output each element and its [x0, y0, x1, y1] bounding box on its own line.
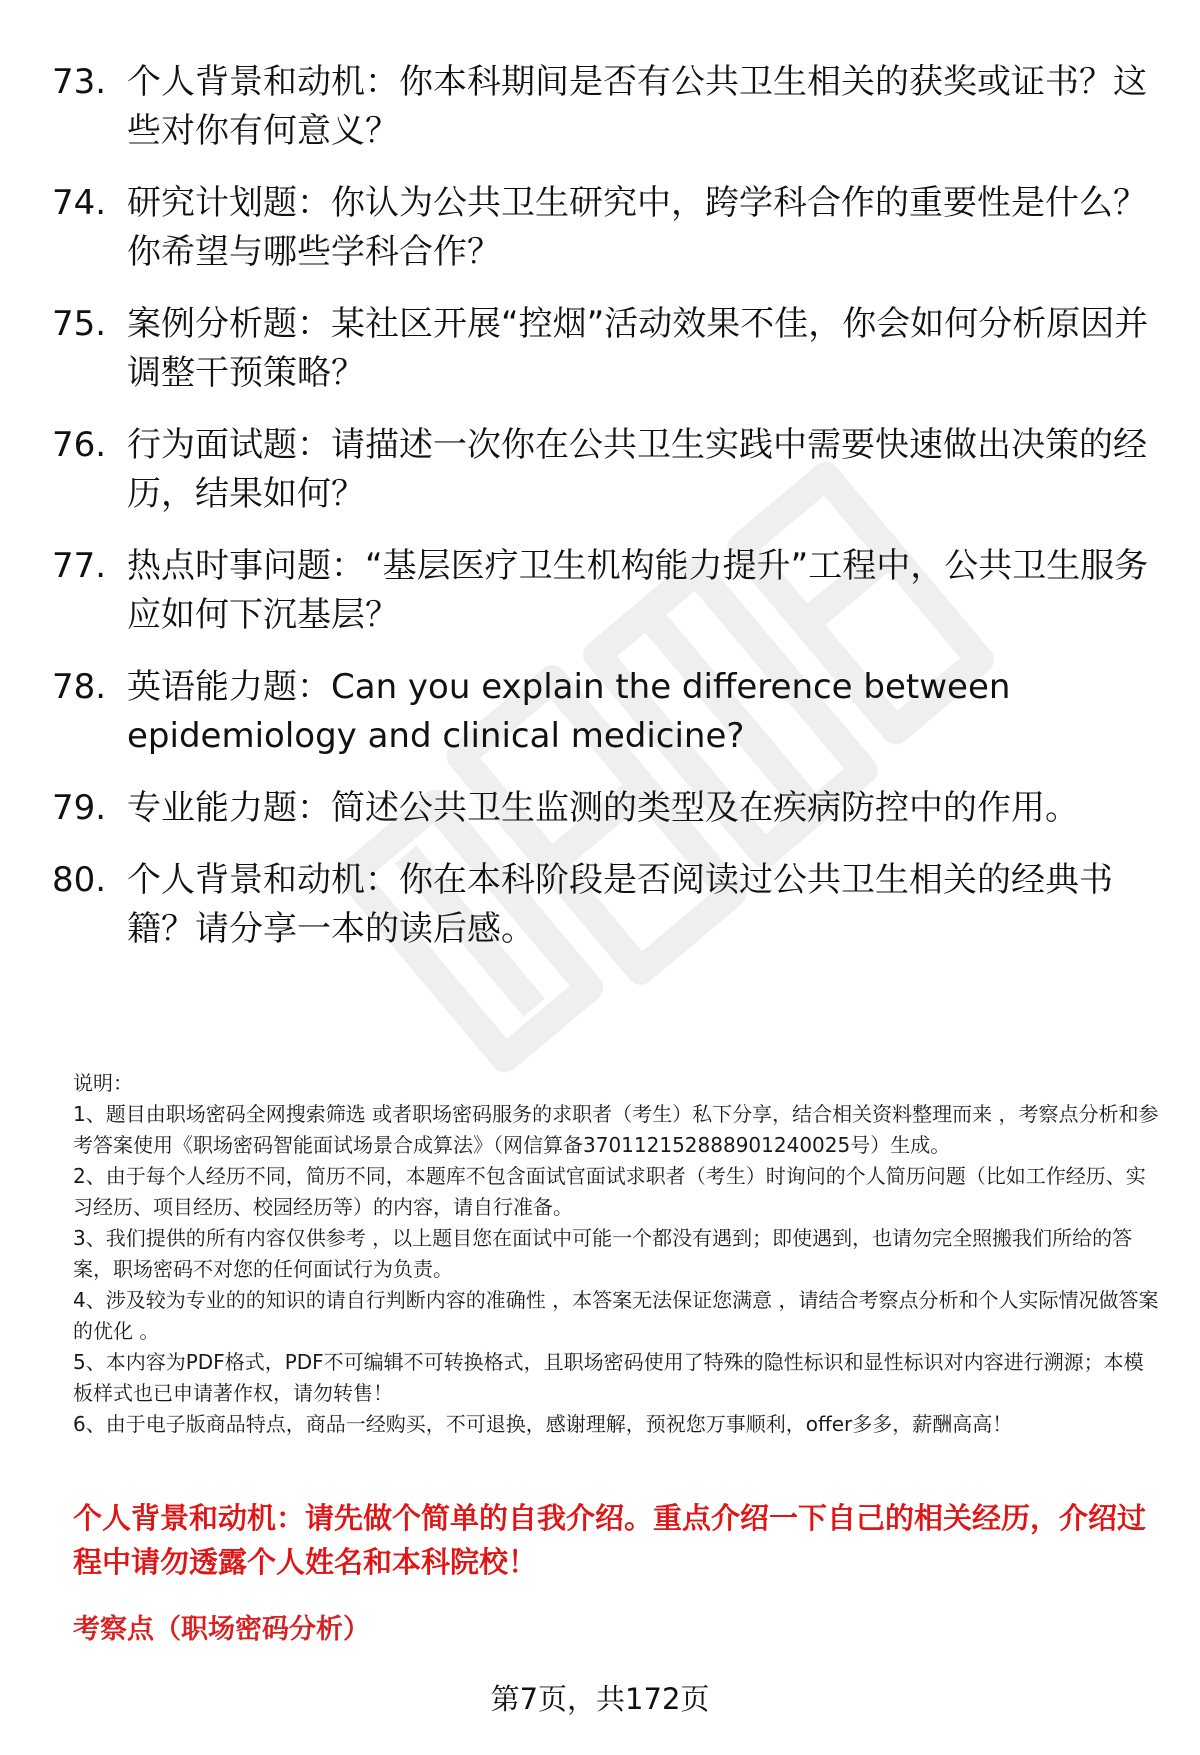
- question-text: 个人背景和动机：你在本科阶段是否阅读过公共卫生相关的经典书籍？请分享一本的读后感。: [127, 860, 1113, 949]
- note-item: 2、由于每个人经历不同，简历不同，本题库不包含面试官面试求职者（考生）时询问的个人简历问题（比如工作经历、实习经历、项目经历、校园经历等）的内容，请自行准备。: [73, 1164, 1146, 1219]
- question-item: [52, 542, 1152, 640]
- note-item: 3、我们提供的所有内容仅供参考 ，以上题目您在面试中可能一个都没有遇到；即使遇到，也请勿完全照搬我们所给的答案，职场密码不对您的任何面试行为负责。: [73, 1226, 1133, 1281]
- question-text: 专业能力题：简述公共卫生监测的类型及在疾病防控中的作用。: [127, 788, 1079, 828]
- note-item: 4、涉及较为专业的的知识的请自行判断内容的准确性 ，本答案无法保证您满意 ，请结合考察点分析和个人实际情况做答案的优化 。: [73, 1288, 1159, 1343]
- question-number: 77.: [52, 546, 107, 586]
- question-item: [52, 856, 1152, 954]
- question-item: [52, 58, 1152, 156]
- notes-section: [73, 1068, 1163, 1440]
- note-item: 6、由于电子版商品特点，商品一经购买，不可退换，感谢理解，预祝您万事顺利，offer多多，薪酬高高！: [73, 1412, 1013, 1436]
- featured-question: 个人背景和动机：请先做个简单的自我介绍。重点介绍一下自己的相关经历，介绍过程中请勿透露个人姓名和本科院校！: [73, 1501, 1147, 1579]
- question-number: 79.: [52, 788, 107, 828]
- note-item: 1、题目由职场密码全网搜索筛选 或者职场密码服务的求职者（考生）私下分享，结合相关资料整理而来 ，考察点分析和参考答案使用《职场密码智能面试场景合成算法》（网信算备370112152888901240025号）生成。: [73, 1102, 1159, 1157]
- question-item: [52, 300, 1152, 398]
- question-number: 74.: [52, 183, 107, 223]
- question-number: 76.: [52, 425, 107, 465]
- question-item: [52, 663, 1152, 761]
- analysis-heading: 考察点（职场密码分析）: [73, 1614, 370, 1645]
- question-number: 78.: [52, 667, 107, 707]
- question-number: 80.: [52, 860, 107, 900]
- question-text: 行为面试题：请描述一次你在公共卫生实践中需要快速做出决策的经历，结果如何？: [127, 425, 1147, 514]
- notes-heading: 说明：: [73, 1071, 133, 1095]
- question-text: 英语能力题：Can you explain the difference between epidemiology and clinical medicine?: [127, 667, 1011, 756]
- question-text: 个人背景和动机：你本科期间是否有公共卫生相关的获奖或证书？这些对你有何意义？: [127, 62, 1147, 151]
- question-number: 75.: [52, 304, 107, 344]
- note-item: 5、本内容为PDF格式，PDF不可编辑不可转换格式，且职场密码使用了特殊的隐性标识和显性标识对内容进行溯源；本模板样式也已申请著作权，请勿转售！: [73, 1350, 1144, 1405]
- question-item: [52, 421, 1152, 519]
- question-item: [52, 784, 1152, 833]
- question-text: 热点时事问题：“基层医疗卫生机构能力提升”工程中，公共卫生服务应如何下沉基层？: [127, 546, 1149, 635]
- page-number: 第7页，共172页: [490, 1682, 710, 1716]
- question-item: [52, 179, 1152, 277]
- question-number: 73.: [52, 62, 107, 102]
- question-list: [52, 58, 1152, 977]
- question-text: 研究计划题：你认为公共卫生研究中，跨学科合作的重要性是什么？你希望与哪些学科合作？: [127, 183, 1147, 272]
- question-text: 案例分析题：某社区开展“控烟”活动效果不佳，你会如何分析原因并调整干预策略？: [127, 304, 1149, 393]
